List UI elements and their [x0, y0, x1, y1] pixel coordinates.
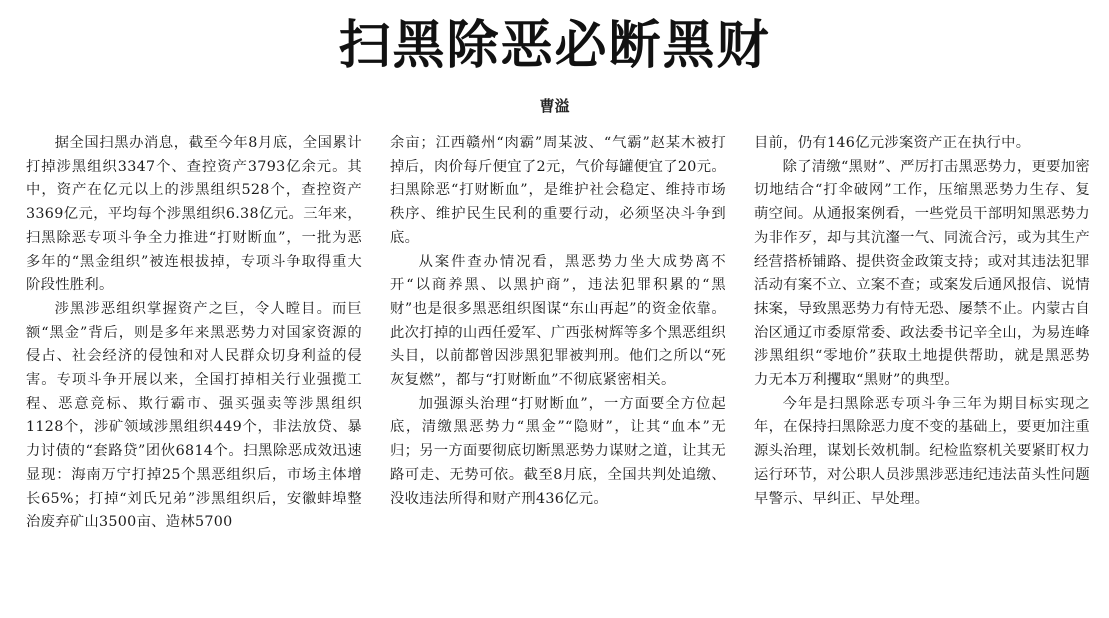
- paragraph: 除了清缴“黑财”、严厉打击黑恶势力，更要加密切地结合“打伞破网”工作，压缩黑恶势力生存、复萌空间。从通报案例看，一些党员干部明知黑恶势力为非作歹，却与其沆瀣一气、同流合污，或为其生产经营搭桥铺路、提供资金政策支持；或对其违法犯罪活动有案不立、立案不查；或案发后通风报信、说情抹案，导致黑恶势力有恃无恐、屡禁不止。内蒙古自治区通辽市委原常委、政法委书记辛全山，为易连峰涉黑组织“零地价”获取土地提供帮助，就是黑恶势力无本万利攫取“黑财”的典型。: [754, 158, 1090, 389]
- article-title: 扫黑除恶必断黑财: [338, 16, 771, 76]
- paragraph: 涉黑涉恶组织掌握资产之巨，令人瞠目。而巨额“黑金”背后，则是多年来黑恶势力对国家资源的侵占、社会经济的侵蚀和对人民群众切身利益的侵害。专项斗争开展以来，全国打掉相关行业强揽工程、恶意竞标、欺行霸市、强买强卖等涉黑组织1128个，涉矿领域涉黑组织449个，非法放贷、暴力讨债的“套路贷”团伙6814个。扫黑除恶成效迅速显现：海南万宁打掉25个黑恶组织后，市场主体增长65%；打掉“刘氏兄弟”涉黑组织后，安徽蚌埠整治废弃矿山3500亩、造林5700: [26, 300, 362, 531]
- text-column-3: [754, 132, 1090, 606]
- article-body: [26, 132, 1090, 606]
- paragraph: 加强源头治理“打财断血”，一方面要全方位起底，清缴黑恶势力“黑金”“隐财”，让其“血本”无归；另一方面要彻底切断黑恶势力谋财之道，让其无路可走、无势可依。截至8月底，全国共判处追缴、没收违法所得和财产刑436亿元。: [390, 395, 726, 507]
- paragraph-continued: 余亩；江西赣州“肉霸”周某波、“气霸”赵某木被打掉后，肉价每斤便宜了2元，气价每罐便宜了20元。扫黑除恶“打财断血”，是维护社会稳定、维持市场秩序、维护民生民利的重要行动，必须坚决斗争到底。: [390, 135, 726, 246]
- paragraph-continued: 目前，仍有146亿元涉案资产正在执行中。: [754, 135, 1031, 151]
- paragraph: 据全国扫黑办消息，截至今年8月底，全国累计打掉涉黑组织3347个、查控资产3793亿余元。其中，资产在亿元以上的涉黑组织528个，查控资产3369亿元，平均每个涉黑组织6.38亿元。三年来，扫黑除恶专项斗争全力推进“打财断血”，一批为恶多年的“黑金组织”被连根拔掉，专项斗争取得重大阶段性胜利。: [26, 135, 362, 294]
- text-column-2: [390, 132, 726, 606]
- paragraph: 今年是扫黑除恶专项斗争三年为期目标实现之年，在保持扫黑除恶力度不变的基础上，要更加注重源头治理，谋划长效机制。纪检监察机关要紧盯权力运行环节，对公职人员涉黑涉恶违纪违法苗头性问题早警示、早纠正、早处理。: [754, 395, 1090, 507]
- text-column-1: [26, 132, 362, 606]
- paragraph: 从案件查办情况看，黑恶势力坐大成势离不开“以商养黑、以黑护商”，违法犯罪积累的“黑财”也是很多黑恶组织图谋“东山再起”的资金依靠。此次打掉的山西任爱军、广西张树辉等多个黑恶组织头目，以前都曾因涉黑犯罪被判刑。他们之所以“死灰复燃”，都与“打财断血”不彻底紧密相关。: [390, 253, 726, 389]
- author-byline: 曹溢: [539, 97, 570, 115]
